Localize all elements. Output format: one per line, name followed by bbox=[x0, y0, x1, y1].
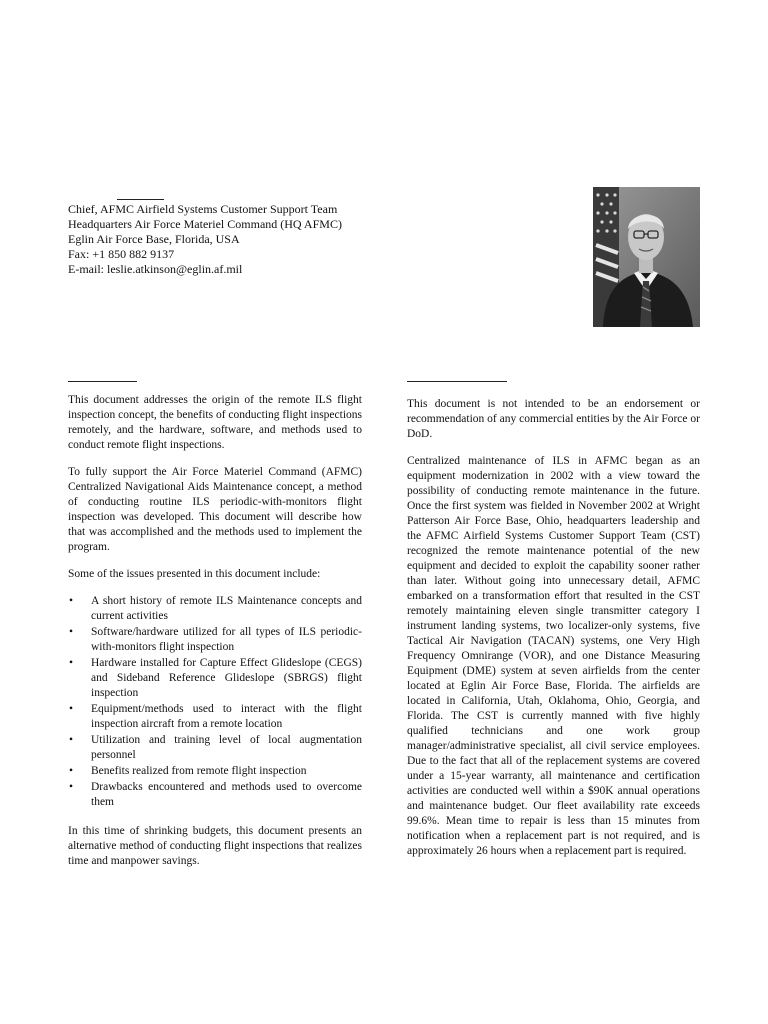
bullet-icon: • bbox=[69, 765, 74, 777]
list-item bbox=[68, 594, 362, 624]
right-column-rule bbox=[407, 381, 507, 382]
intro-paragraph: This document addresses the origin of the remote ILS flight inspection concept, the benefits of conducting flight inspections remotely, and the hardware, software, and methods used to conduct remote flight inspections. bbox=[68, 394, 362, 451]
list-item-text: Utilization and training level of local augmentation personnel bbox=[91, 734, 362, 761]
author-email: E-mail: leslie.atkinson@eglin.af.mil bbox=[68, 262, 243, 276]
background-paragraph: Centralized maintenance of ILS in AFMC began as an equipment modernization in 2002 with a view toward the possibility of conducting remote maintenance in the future. Once the first system was fielded in November 2002 at Wright Patterson Air Force Base, Ohio, headquarters leadership and the AFMC Airfield Systems Customer Support Team (CST) recognized the remote maintenance potential of the new equipment and decided to exploit the capability sooner rather than later. Without going into unnecessary detail, AFMC embarked on a transformation effort that resulted in the CST remotely maintaining eleven single transmitter category I instrument landing systems, two localizer-only systems, five Tactical Air Navigation (TACAN) systems, one Very High Frequency Omnirange (VOR), and one Distance Measuring Equipment (DME) system at seven airfields from the center located at Eglin Air Force Base, Florida. The airfields are located in California, Utah, Oklahoma, Ohio, Georgia, and Florida. The CST is currently manned with five highly qualified technicians and one work group manager/administrative specialist, all civil service employees. Due to the fact that all of the replacement systems are covered under a 15-year warranty, all maintenance and certification activities are conducted well within a $90K annual operations and maintenance budget. Our fleet availability rate exceeds 99.6%. Mean time to repair is less than 15 minutes from notification when a replacement part is not required, and is approximately 26 hours when a replacement part is required. bbox=[407, 455, 700, 857]
issues-list bbox=[68, 594, 362, 810]
bullet-icon: • bbox=[69, 657, 74, 669]
list-item-text: A short history of remote ILS Maintenance concepts and current activities bbox=[91, 595, 362, 622]
list-item bbox=[68, 733, 362, 763]
list-item bbox=[68, 625, 362, 655]
bullet-icon: • bbox=[69, 703, 74, 715]
list-item bbox=[68, 656, 362, 701]
list-item-text: Equipment/methods used to interact with the flight inspection aircraft from a remote location bbox=[91, 703, 362, 730]
list-item bbox=[68, 764, 362, 779]
list-item-text: Software/hardware utilized for all types of ILS periodic-with-monitors flight inspection bbox=[91, 626, 362, 653]
author-organization: Headquarters Air Force Materiel Command (HQ AFMC) bbox=[68, 217, 342, 231]
title-rule bbox=[117, 199, 164, 200]
bullet-icon: • bbox=[69, 626, 74, 638]
list-item-text: Benefits realized from remote flight inspection bbox=[91, 765, 307, 777]
bullet-icon: • bbox=[69, 595, 74, 607]
left-column-rule bbox=[68, 381, 137, 382]
author-contact-block bbox=[68, 202, 342, 277]
author-fax: Fax: +1 850 882 9137 bbox=[68, 247, 175, 261]
right-column bbox=[407, 397, 700, 871]
support-paragraph: To fully support the Air Force Materiel Command (AFMC) Centralized Navigational Aids Maintenance concept, a method of conducting routine ILS periodic-with-monitors flight inspection was developed. This document will describe how that was accomplished and the methods used to implement the program. bbox=[68, 466, 362, 553]
bullet-icon: • bbox=[69, 734, 74, 746]
author-location: Eglin Air Force Base, Florida, USA bbox=[68, 232, 240, 246]
list-item bbox=[68, 702, 362, 732]
issues-intro-paragraph: Some of the issues presented in this document include: bbox=[68, 568, 321, 580]
list-item-text: Hardware installed for Capture Effect Glideslope (CEGS) and Sideband Reference Glideslope (SBRGS) flight inspection bbox=[91, 657, 362, 699]
bullet-icon: • bbox=[69, 781, 74, 793]
left-column bbox=[68, 393, 362, 881]
list-item-text: Drawbacks encountered and methods used to overcome them bbox=[91, 781, 362, 808]
disclaimer-paragraph: This document is not intended to be an endorsement or recommendation of any commercial entities by the Air Force or DoD. bbox=[407, 398, 700, 440]
author-title: Chief, AFMC Airfield Systems Customer Support Team bbox=[68, 202, 338, 216]
list-item bbox=[68, 780, 362, 810]
closing-paragraph: In this time of shrinking budgets, this document presents an alternative method of conducting flight inspections that realizes time and manpower savings. bbox=[68, 825, 362, 867]
portrait-photo bbox=[593, 187, 700, 327]
